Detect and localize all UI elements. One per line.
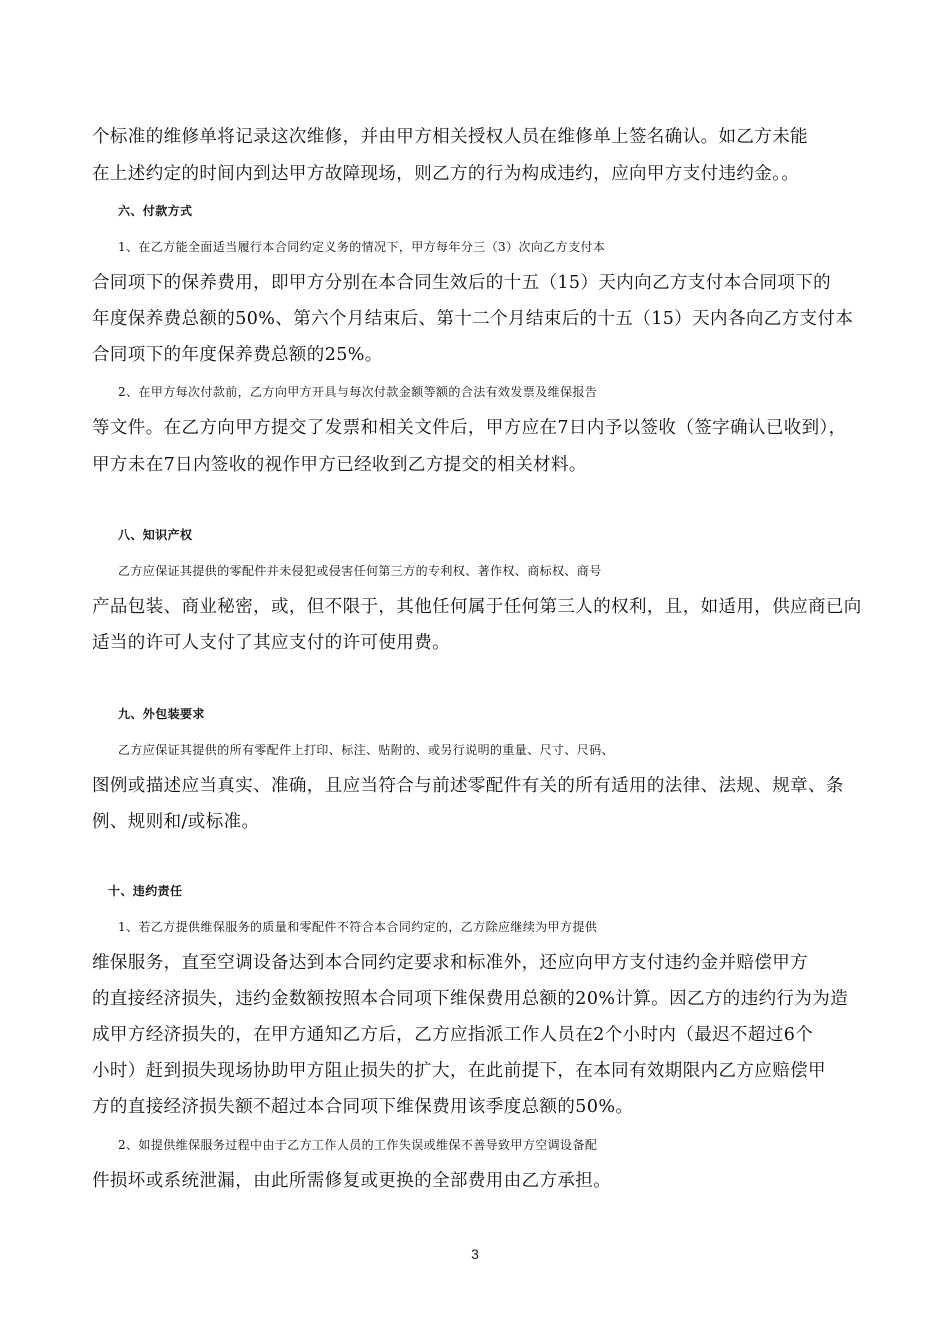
paragraph-line: 在上述约定的时间内到达甲方故障现场，则乙方的行为构成违约，应向甲方支付违约金。。 <box>92 164 800 184</box>
paragraph-line: 乙方应保证其提供的所有零配件上打印、标注、贴附的、或另行说明的重量、尺寸、尺码、 <box>118 743 615 757</box>
paragraph-line: 2、在甲方每次付款前，乙方向甲方开具与每次付款金额等额的合法有效发票及维保报告 <box>118 385 598 399</box>
section-heading-breach: 十、违约责任 <box>108 884 183 898</box>
paragraph-line: 产品包装、商业秘密，或，但不限于，其他任何属于任何第三人的权利，且，如适用，供应商已向 <box>92 597 862 617</box>
paragraph-line: 维保服务，直至空调设备达到本合同约定要求和标准外，还应向甲方支付违约金并赔偿甲方 <box>92 953 808 973</box>
paragraph-line: 图例或描述应当真实、准确，且应当符合与前述零配件有关的所有适用的法律、法规、规章、条 <box>92 776 844 796</box>
paragraph-line: 小时）赶到损失现场协助甲方阻止损失的扩大，在此前提下，在本同有效期限内乙方应赔偿甲 <box>92 1061 826 1081</box>
paragraph-line: 合同项下的年度保养费总额的25%。 <box>92 345 383 365</box>
page-number: 3 <box>471 1246 479 1262</box>
section-heading-ip: 八、知识产权 <box>118 528 193 542</box>
paragraph-line: 1、若乙方提供维保服务的质量和零配件不符合本合同约定的，乙方除应继续为甲方提供 <box>118 920 598 934</box>
section-heading-packaging: 九、外包装要求 <box>118 707 205 721</box>
paragraph-line: 例、规则和/或标准。 <box>92 812 260 832</box>
paragraph-line: 方的直接经济损失额不超过本合同项下维保费用该季度总额的50%。 <box>92 1097 634 1117</box>
paragraph-line: 件损坏或系统泄漏，由此所需修复或更换的全部费用由乙方承担。 <box>92 1171 612 1191</box>
section-heading-payment: 六、付款方式 <box>118 204 193 218</box>
paragraph-line: 合同项下的保养费用，即甲方分别在本合同生效后的十五（15）天内向乙方支付本合同项下的 <box>92 273 832 293</box>
paragraph-line: 的直接经济损失，违约金数额按照本合同项下维保费用总额的20%计算。因乙方的违约行为为造 <box>92 989 849 1009</box>
paragraph-line: 乙方应保证其提供的零配件并未侵犯或侵害任何第三方的专利权、著作权、商标权、商号 <box>118 564 602 578</box>
paragraph-line: 等文件。在乙方向甲方提交了发票和相关文件后，甲方应在7日内予以签收（签字确认已收到）， <box>92 418 847 438</box>
paragraph-line: 适当的许可人支付了其应支付的许可使用费。 <box>92 633 450 653</box>
paragraph-line: 年度保养费总额的50%、第六个月结束后、第十二个月结束后的十五（15）天内各向乙方支付本 <box>92 309 854 329</box>
paragraph-line: 成甲方经济损失的，在甲方通知乙方后，乙方应指派工作人员在2个小时内（最迟不超过6个 <box>92 1025 814 1045</box>
paragraph-line: 1、在乙方能全面适当履行本合同约定义务的情况下，甲方每年分三（3）次向乙方支付本 <box>118 240 606 254</box>
paragraph-line: 甲方未在7日内签收的视作甲方已经收到乙方提交的相关材料。 <box>92 455 587 475</box>
paragraph-line: 个标准的维修单将记录这次维修，并由甲方相关授权人员在维修单上签名确认。如乙方未能 <box>92 127 808 147</box>
paragraph-line: 2、如提供维保服务过程中由于乙方工作人员的工作失误或维保不善导致甲方空调设备配 <box>118 1138 598 1152</box>
